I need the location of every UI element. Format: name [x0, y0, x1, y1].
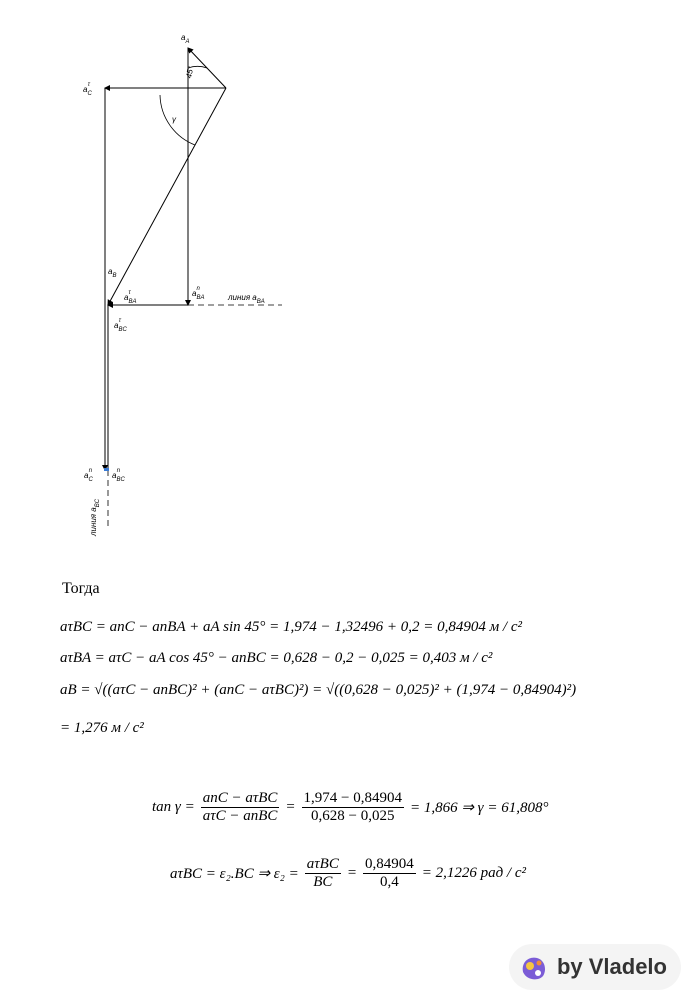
equation-aBC-tau: aτBC = anC − anBA + aA sin 45° = 1,974 − 1,32496 + 0,2 = 0,84904 м / c²	[60, 619, 522, 635]
label-aBC-n: $a_{BC}n$	[112, 468, 125, 483]
label-aB: $a_B$	[108, 267, 117, 279]
angle-gamma-arc	[160, 95, 195, 145]
eq6-den1: BC	[313, 874, 333, 890]
vladelo-text: by Vladelo	[556, 954, 667, 979]
equation-tan-gamma	[152, 790, 548, 825]
label-line-BC: линия $a_{BC}$	[89, 498, 101, 536]
eq5-frac2	[302, 790, 404, 825]
eq6-num2: 0,84904	[364, 856, 414, 872]
eq6-rhs: = 2,1226 рад / c²	[421, 865, 526, 881]
eq6-frac1	[305, 856, 341, 891]
eq6-frac2	[363, 856, 416, 891]
label-line-BA: линия $a_{BA}$	[228, 293, 265, 305]
eq5-num2: 1,974 − 0,84904	[303, 790, 402, 806]
label-aBA-n: $a_{BA}n$	[192, 286, 205, 301]
label-aBA-tau: $a_{BA}\tau$	[124, 290, 137, 305]
label-gamma: γ	[172, 115, 176, 124]
equation-aB: aB = √((aτC − anBC)² + (anC − aτBC)²) = √((0,628 − 0,025)² + (1,974 − 0,84904)²)	[60, 682, 577, 698]
label-45: 45°	[184, 65, 196, 79]
eq6-den2: 0,4	[379, 874, 399, 890]
eq5-den1: aτC − anBC	[202, 808, 278, 824]
vladelo-logo-icon	[517, 950, 551, 984]
eq5-lhs: tan γ =	[152, 799, 195, 815]
label-aC-tau: $a_C\tau$	[83, 82, 92, 97]
label-aBC-tau: $a_{BC}\tau$	[114, 318, 127, 333]
eq6-equals: =	[346, 865, 357, 881]
label-aA: $a_A$	[181, 33, 190, 45]
label-aC-n: $a_Cn$	[84, 468, 93, 483]
eq5-frac1	[201, 790, 280, 825]
equation-aBA-tau: aτBA = aτC − aA cos 45° − anBC = 0,628 − 0,2 − 0,025 = 0,403 м / c²	[60, 650, 493, 666]
eq5-equals: =	[285, 799, 296, 815]
point-marker	[104, 468, 109, 471]
eq6-lhs: aτBC = ε₂.BC ⇒ ε₂ =	[170, 866, 299, 882]
eq5-den2: 0,628 − 0,025	[311, 808, 395, 824]
eq5-rhs: = 1,866 ⇒ γ = 61,808°	[409, 800, 549, 816]
vladelo-watermark	[509, 944, 681, 990]
eq5-num1: anC − aτBC	[202, 790, 278, 806]
intro-text: Тогда	[62, 580, 100, 597]
equation-aB-result: = 1,276 м / c²	[60, 720, 144, 736]
equation-epsilon	[170, 856, 526, 891]
eq6-num1: aτBC	[306, 856, 339, 872]
